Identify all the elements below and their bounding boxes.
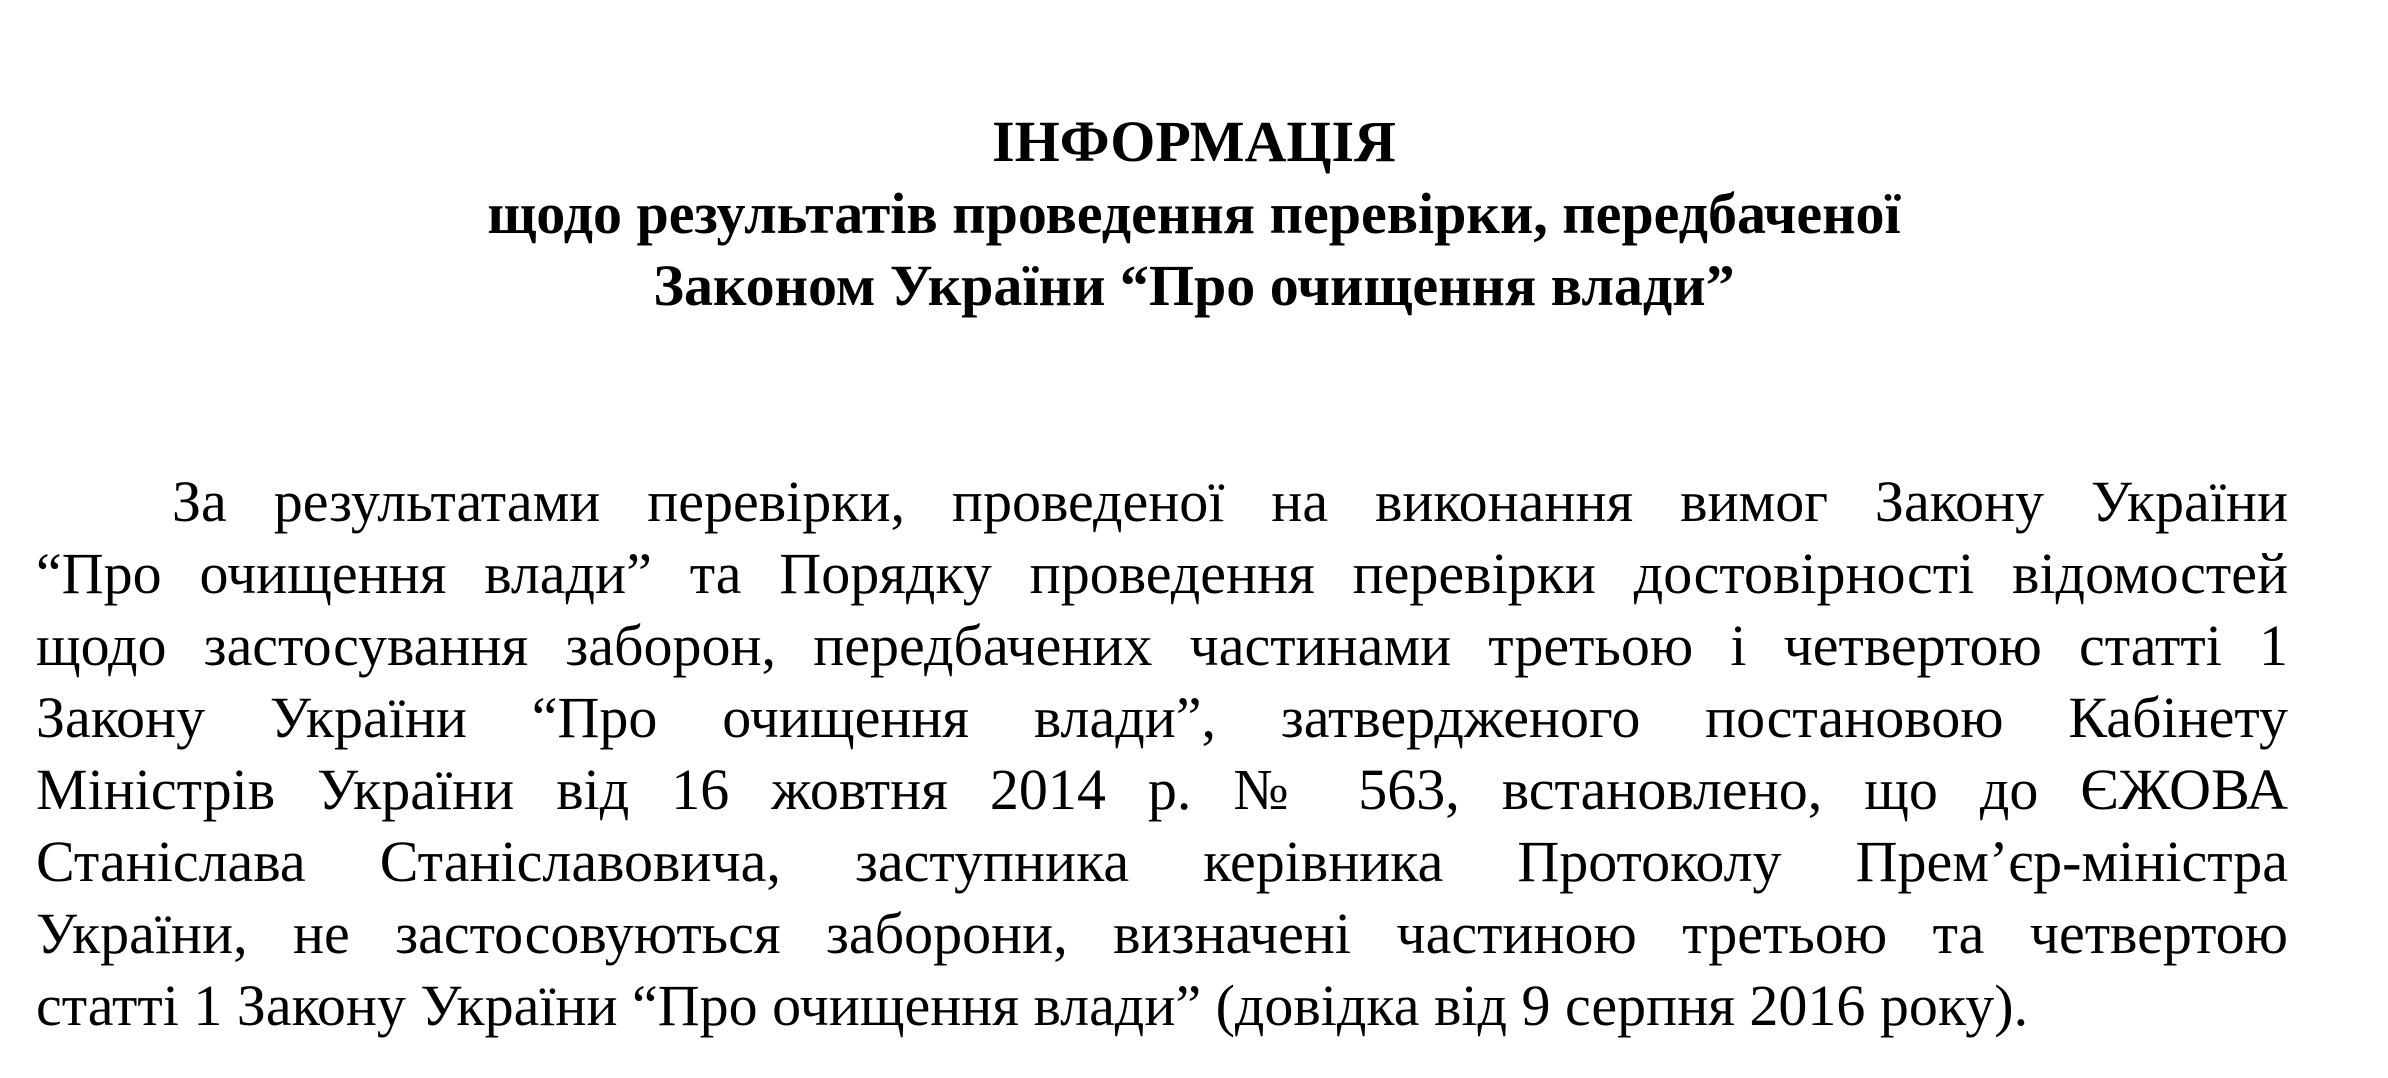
- document-paragraph: [36, 466, 2288, 1042]
- document-subtitle-line-1: щодо результатів проведення перевірки, передбаченої: [487, 181, 1901, 246]
- paragraph-line: “Про очищення влади” та Порядку проведення перевірки достовірності відомостей: [36, 541, 2288, 606]
- paragraph-line: Міністрів України від 16 жовтня 2014 р. № 563, встановлено, що до ЄЖОВА: [36, 757, 2288, 822]
- paragraph-line: України, не застосовуються заборони, визначені частиною третьою та четвертою: [36, 901, 2288, 966]
- document-title: ІНФОРМАЦІЯ: [992, 109, 1396, 174]
- paragraph-line: щодо застосування заборон, передбачених частинами третьою і четвертою статті 1: [36, 613, 2288, 678]
- paragraph-line: За результатами перевірки, проведеної на виконання вимог Закону України: [172, 469, 2288, 534]
- paragraph-line: Закону України “Про очищення влади”, затвердженого постановою Кабінету: [36, 685, 2288, 750]
- document-subtitle-line-2: Законом України “Про очищення влади”: [653, 253, 1735, 318]
- paragraph-line: Станіслава Станіславовича, заступника керівника Протоколу Прем’єр-міністра: [36, 829, 2288, 894]
- paragraph-line: статті 1 Закону України “Про очищення влади” (довідка від 9 серпня 2016 року).: [36, 973, 2029, 1038]
